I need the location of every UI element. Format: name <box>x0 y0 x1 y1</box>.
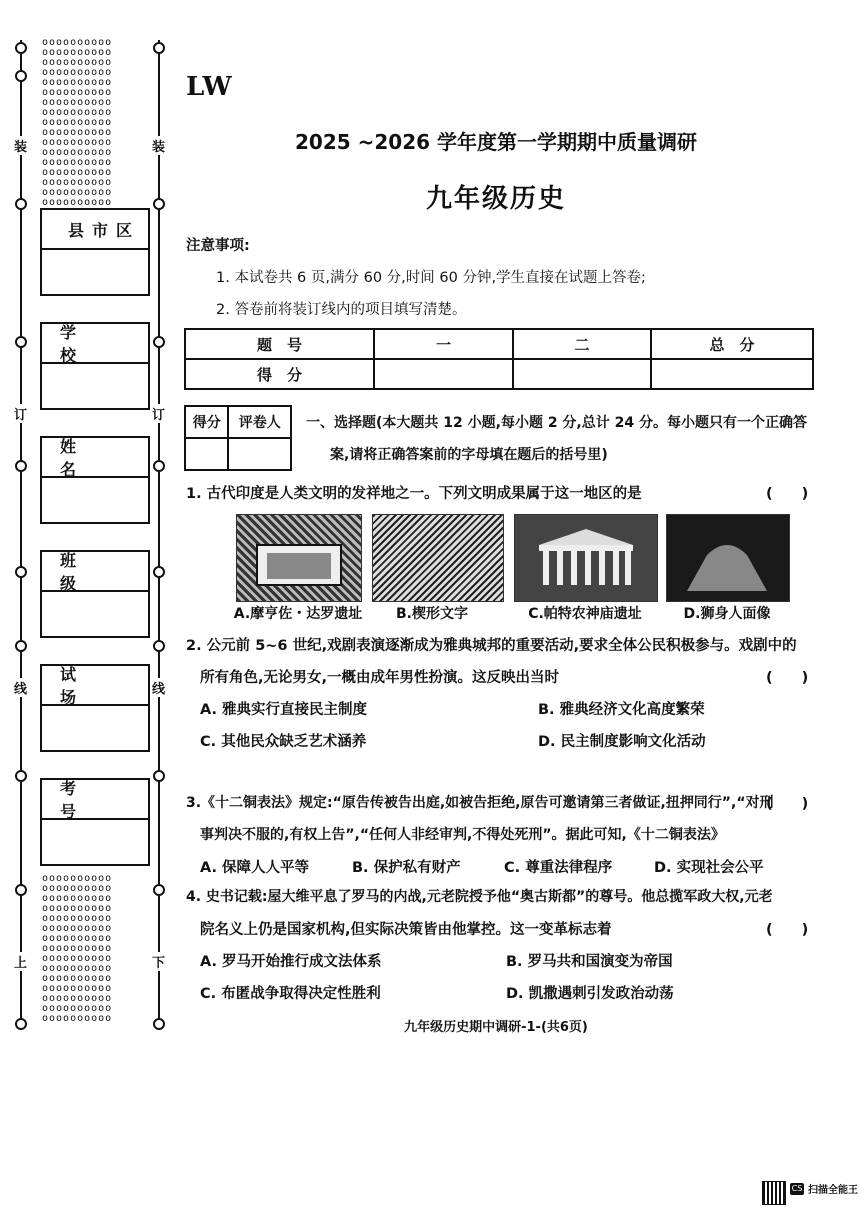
binding-hole-icon <box>15 770 27 782</box>
school-box <box>40 322 150 410</box>
option-b[interactable]: B. 保护私有财产 <box>352 860 461 876</box>
binding-hole-icon <box>15 42 27 54</box>
exam-room-field[interactable] <box>42 706 148 750</box>
option-image-mohenjo-daro <box>236 514 362 602</box>
subject-title: 九年级历史 <box>425 184 566 214</box>
option-b[interactable]: B. 雅典经济文化高度繁荣 <box>538 702 705 718</box>
grader-table <box>184 405 292 471</box>
exam-title: 2025 ~2026 学年度第一学期期中质量调研 <box>294 130 697 154</box>
binding-mark: 上 <box>14 952 27 971</box>
binding-hole-icon <box>15 1018 27 1030</box>
answer-bracket[interactable]: ( ) <box>766 670 809 686</box>
option-c[interactable]: C. 布匿战争取得决定性胜利 <box>200 986 381 1002</box>
question-stem: 1. 古代印度是人类文明的发祥地之一。下列文明成果属于这一地区的是 <box>186 486 642 502</box>
school-label: 学 校 <box>42 324 148 364</box>
grader-name-label: 评卷人 <box>228 406 291 438</box>
image-option-caption[interactable]: C.帕特农神庙遗址 <box>528 606 642 622</box>
answer-bracket[interactable]: ( ) <box>766 922 809 938</box>
exam-room-box <box>40 664 150 752</box>
option-d[interactable]: D. 实现社会公平 <box>654 860 764 876</box>
exam-number-box <box>40 778 150 866</box>
option-d[interactable]: D. 民主制度影响文化活动 <box>538 734 706 750</box>
section-instruction: 案,请将正确答案前的字母填在题后的括号里) <box>330 447 608 463</box>
image-option-caption[interactable]: D.狮身人面像 <box>683 606 771 622</box>
sphinx-icon <box>667 515 789 601</box>
inner-binding-line <box>158 40 160 1030</box>
paper-code: LW <box>186 72 232 102</box>
binding-mark: 订 <box>152 404 165 423</box>
class-label: 班 级 <box>42 552 148 592</box>
binding-hole-icon <box>15 460 27 472</box>
option-a[interactable]: A. 保障人人平等 <box>200 860 310 876</box>
option-c[interactable]: C. 其他民众缺乏艺术涵养 <box>200 734 367 750</box>
page-footer: 九年级历史期中调研-1-(共6页) <box>404 1020 588 1035</box>
score-row-label: 得 分 <box>185 359 374 389</box>
binding-hole-icon <box>153 884 165 896</box>
question-stem: 2. 公元前 5~6 世纪,戏剧表演逐渐成为雅典城邦的重要活动,要求全体公民积极参与。戏剧中的 <box>186 638 797 654</box>
binding-mark: 装 <box>14 136 27 155</box>
binding-hole-icon <box>15 566 27 578</box>
grader-name-cell[interactable] <box>228 438 291 470</box>
score-table <box>184 328 814 390</box>
school-field[interactable] <box>42 364 148 408</box>
question-stem: 所有角色,无论男女,一概由成年男性扮演。这反映出当时 <box>200 670 560 686</box>
binding-hole-icon <box>153 198 165 210</box>
binding-mark: 线 <box>14 678 27 697</box>
outer-binding-line <box>20 40 22 1030</box>
score-header: 题 号 <box>185 329 374 359</box>
binding-hole-icon <box>15 640 27 652</box>
option-c[interactable]: C. 尊重法律程序 <box>504 860 613 876</box>
option-image-parthenon <box>514 514 658 602</box>
option-d[interactable]: D. 凯撒遇刺引发政治动荡 <box>506 986 674 1002</box>
county-box <box>40 208 150 296</box>
binding-mark: 下 <box>152 952 165 971</box>
exam-room-label: 试 场 <box>42 666 148 706</box>
option-a[interactable]: A. 罗马开始推行成文法体系 <box>200 954 382 970</box>
binding-hole-icon <box>153 640 165 652</box>
binding-hole-icon <box>153 770 165 782</box>
binding-hole-icon <box>153 336 165 348</box>
binding-hole-icon <box>153 460 165 472</box>
county-field[interactable] <box>42 250 148 294</box>
binding-mark: 装 <box>152 136 165 155</box>
answer-bracket[interactable]: ( ) <box>766 486 809 502</box>
score-cell[interactable] <box>651 359 813 389</box>
qr-code-icon <box>762 1181 786 1205</box>
question-stem: 事判决不服的,有权上告”,“任何人非经审判,不得处死刑”。据此可知,《十二铜表法》 <box>200 827 725 843</box>
ruins-icon <box>237 515 361 601</box>
class-field[interactable] <box>42 592 148 636</box>
binding-mark: 订 <box>14 404 27 423</box>
binding-hole-icon <box>15 198 27 210</box>
option-b[interactable]: B. 罗马共和国演变为帝国 <box>506 954 673 970</box>
binding-hole-icon <box>153 566 165 578</box>
score-cell[interactable] <box>513 359 651 389</box>
dot-pattern-top: oooooooooo oooooooooo oooooooooo oooooooooo oooooooooo oooooooooo oooooooooo oooooooooo oooooooooo oooooooooo oooooooooo oooooooooo oooooooooo oooooooooo oooooooooo oooooooooo oooooooooo <box>42 37 113 208</box>
binding-hole-icon <box>153 1018 165 1030</box>
name-box <box>40 436 150 524</box>
option-image-cuneiform <box>372 514 504 602</box>
score-header: 总 分 <box>651 329 813 359</box>
binding-hole-icon <box>15 70 27 82</box>
question-stem: 4. 史书记载:屋大维平息了罗马的内战,元老院授予他“奥古斯都”的尊号。他总揽军政大权,元老 <box>186 889 773 905</box>
name-label: 姓 名 <box>42 438 148 478</box>
exam-number-label: 考 号 <box>42 780 148 820</box>
binding-mark: 线 <box>152 678 165 697</box>
dot-pattern-bottom: oooooooooo oooooooooo oooooooooo oooooooooo oooooooooo oooooooooo oooooooooo oooooooooo oooooooooo oooooooooo oooooooooo oooooooooo oooooooooo oooooooooo oooooooooo <box>42 873 113 1024</box>
binding-hole-icon <box>153 42 165 54</box>
score-cell[interactable] <box>374 359 513 389</box>
class-box <box>40 550 150 638</box>
binding-hole-icon <box>15 336 27 348</box>
scanner-watermark: 扫描全能王 <box>808 1185 858 1196</box>
score-header: 一 <box>374 329 513 359</box>
image-option-caption[interactable]: A.摩亨佐・达罗遗址 <box>233 606 363 622</box>
image-option-caption[interactable]: B.楔形文字 <box>396 606 468 622</box>
option-image-sphinx <box>666 514 790 602</box>
county-label: 县市区 <box>42 210 148 250</box>
section-instruction: 一、选择题(本大题共 12 小题,每小题 2 分,总计 24 分。每小题只有一个正确答 <box>306 415 807 431</box>
score-header: 二 <box>513 329 651 359</box>
notice-item: 1. 本试卷共 6 页,满分 60 分,时间 60 分钟,学生直接在试题上答卷; <box>216 270 646 286</box>
answer-bracket[interactable]: ( ) <box>766 796 809 812</box>
question-stem: 3.《十二铜表法》规定:“原告传被告出庭,如被告拒绝,原告可邀请第三者做证,扭押同行”,“对刑 <box>186 795 774 811</box>
question-stem: 院名义上仍是国家机构,但实际决策皆由他掌控。这一变革标志着 <box>200 922 612 938</box>
option-a[interactable]: A. 雅典实行直接民主制度 <box>200 702 368 718</box>
temple-icon <box>515 515 657 601</box>
grader-score-label: 得分 <box>185 406 228 438</box>
notice-item: 2. 答卷前将装订线内的项目填写清楚。 <box>216 302 467 318</box>
scanner-badge: CS <box>791 1184 803 1193</box>
name-field[interactable] <box>42 478 148 522</box>
binding-hole-icon <box>15 884 27 896</box>
notice-heading: 注意事项: <box>186 238 250 254</box>
exam-number-field[interactable] <box>42 820 148 864</box>
grader-score-cell[interactable] <box>185 438 228 470</box>
